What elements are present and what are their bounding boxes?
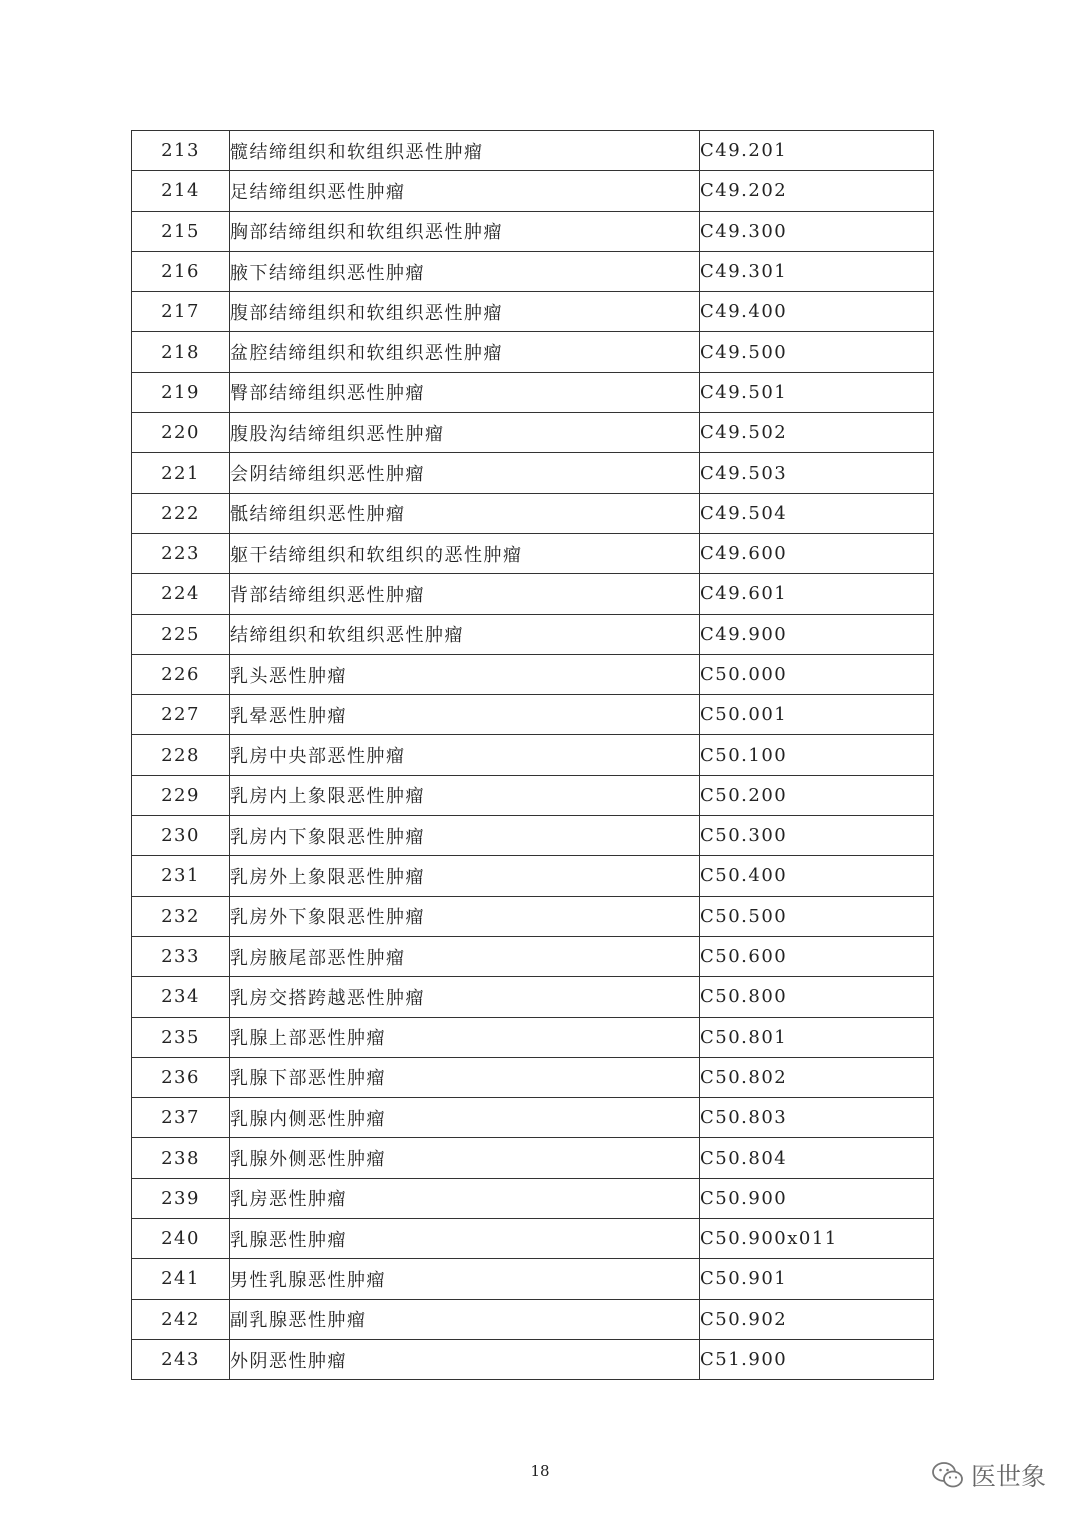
- diagnosis-name: 骶结缔组织恶性肿瘤: [230, 493, 700, 533]
- table-row: [132, 453, 934, 493]
- diagnosis-code: C50.803: [700, 1098, 934, 1138]
- table-row: [132, 1299, 934, 1339]
- row-number: 237: [132, 1098, 230, 1138]
- table-row: [132, 816, 934, 856]
- diagnosis-code: C49.501: [700, 372, 934, 412]
- table-row: [132, 775, 934, 815]
- row-number: 243: [132, 1339, 230, 1379]
- diagnosis-code: C49.301: [700, 251, 934, 291]
- table-row: [132, 1259, 934, 1299]
- row-number: 220: [132, 413, 230, 453]
- table-row: [132, 574, 934, 614]
- row-number: 215: [132, 211, 230, 251]
- table-row: [132, 131, 934, 171]
- table-body: [132, 131, 934, 1380]
- diagnosis-name: 乳房内上象限恶性肿瘤: [230, 775, 700, 815]
- diagnosis-name: 足结缔组织恶性肿瘤: [230, 171, 700, 211]
- diagnosis-name: 男性乳腺恶性肿瘤: [230, 1259, 700, 1299]
- row-number: 227: [132, 695, 230, 735]
- diagnosis-code: C50.900: [700, 1178, 934, 1218]
- diagnosis-name: 乳房恶性肿瘤: [230, 1178, 700, 1218]
- diagnosis-name: 外阴恶性肿瘤: [230, 1339, 700, 1379]
- row-number: 230: [132, 816, 230, 856]
- diagnosis-name: 乳晕恶性肿瘤: [230, 695, 700, 735]
- row-number: 225: [132, 614, 230, 654]
- row-number: 219: [132, 372, 230, 412]
- diagnosis-name: 乳房外下象限恶性肿瘤: [230, 896, 700, 936]
- diagnosis-code: C50.100: [700, 735, 934, 775]
- row-number: 222: [132, 493, 230, 533]
- table-row: [132, 533, 934, 573]
- diagnosis-name: 背部结缔组织恶性肿瘤: [230, 574, 700, 614]
- diagnosis-code: C49.600: [700, 533, 934, 573]
- table-row: [132, 614, 934, 654]
- diagnosis-code: C50.500: [700, 896, 934, 936]
- row-number: 223: [132, 533, 230, 573]
- diagnosis-name: 乳房交搭跨越恶性肿瘤: [230, 977, 700, 1017]
- wechat-icon: [931, 1461, 965, 1489]
- row-number: 217: [132, 292, 230, 332]
- diagnosis-name: 盆腔结缔组织和软组织恶性肿瘤: [230, 332, 700, 372]
- table-row: [132, 372, 934, 412]
- row-number: 224: [132, 574, 230, 614]
- diagnosis-name: 结缔组织和软组织恶性肿瘤: [230, 614, 700, 654]
- row-number: 213: [132, 131, 230, 171]
- row-number: 236: [132, 1057, 230, 1097]
- watermark-text: 医世象: [970, 1462, 1046, 1491]
- diagnosis-name: 乳腺恶性肿瘤: [230, 1219, 700, 1259]
- table-row: [132, 654, 934, 694]
- diagnosis-code: C51.900: [700, 1339, 934, 1379]
- diagnosis-name: 副乳腺恶性肿瘤: [230, 1299, 700, 1339]
- diagnosis-code: C50.902: [700, 1299, 934, 1339]
- diagnosis-code: C49.502: [700, 413, 934, 453]
- table-row: [132, 896, 934, 936]
- diagnosis-code: C50.001: [700, 695, 934, 735]
- diagnosis-name: 乳房中央部恶性肿瘤: [230, 735, 700, 775]
- diagnosis-name: 乳腺上部恶性肿瘤: [230, 1017, 700, 1057]
- diagnosis-code: C50.400: [700, 856, 934, 896]
- table-row: [132, 1098, 934, 1138]
- diagnosis-name: 乳腺外侧恶性肿瘤: [230, 1138, 700, 1178]
- diagnosis-name: 会阴结缔组织恶性肿瘤: [230, 453, 700, 493]
- row-number: 232: [132, 896, 230, 936]
- diagnosis-code: C50.800: [700, 977, 934, 1017]
- table-row: [132, 1057, 934, 1097]
- diagnosis-code-table: [131, 130, 934, 1380]
- diagnosis-name: 乳房腋尾部恶性肿瘤: [230, 936, 700, 976]
- diagnosis-code: C50.804: [700, 1138, 934, 1178]
- diagnosis-name: 乳头恶性肿瘤: [230, 654, 700, 694]
- diagnosis-code: C49.503: [700, 453, 934, 493]
- table-row: [132, 1017, 934, 1057]
- table-row: [132, 695, 934, 735]
- row-number: 234: [132, 977, 230, 1017]
- table-row: [132, 251, 934, 291]
- row-number: 216: [132, 251, 230, 291]
- diagnosis-name: 臀部结缔组织恶性肿瘤: [230, 372, 700, 412]
- table-row: [132, 332, 934, 372]
- diagnosis-name: 腋下结缔组织恶性肿瘤: [230, 251, 700, 291]
- row-number: 221: [132, 453, 230, 493]
- diagnosis-code: C50.802: [700, 1057, 934, 1097]
- diagnosis-code: C50.300: [700, 816, 934, 856]
- row-number: 233: [132, 936, 230, 976]
- diagnosis-code: C49.900: [700, 614, 934, 654]
- row-number: 214: [132, 171, 230, 211]
- table-row: [132, 936, 934, 976]
- row-number: 228: [132, 735, 230, 775]
- diagnosis-code: C49.400: [700, 292, 934, 332]
- table-row: [132, 1219, 934, 1259]
- table-row: [132, 735, 934, 775]
- row-number: 238: [132, 1138, 230, 1178]
- diagnosis-name: 腹股沟结缔组织恶性肿瘤: [230, 413, 700, 453]
- diagnosis-name: 髋结缔组织和软组织恶性肿瘤: [230, 131, 700, 171]
- table-row: [132, 493, 934, 533]
- row-number: 239: [132, 1178, 230, 1218]
- table-row: [132, 413, 934, 453]
- table-row: [132, 856, 934, 896]
- diagnosis-code: C50.000: [700, 654, 934, 694]
- row-number: 240: [132, 1219, 230, 1259]
- watermark: [931, 1457, 1046, 1493]
- diagnosis-code: C50.801: [700, 1017, 934, 1057]
- table-row: [132, 1339, 934, 1379]
- page-number: 18: [530, 1462, 550, 1480]
- diagnosis-name: 腹部结缔组织和软组织恶性肿瘤: [230, 292, 700, 332]
- diagnosis-code: C50.600: [700, 936, 934, 976]
- diagnosis-code: C49.201: [700, 131, 934, 171]
- table-row: [132, 1178, 934, 1218]
- diagnosis-name: 乳房内下象限恶性肿瘤: [230, 816, 700, 856]
- diagnosis-code: C49.601: [700, 574, 934, 614]
- table-row: [132, 171, 934, 211]
- table-row: [132, 977, 934, 1017]
- diagnosis-code: C49.202: [700, 171, 934, 211]
- diagnosis-code: C50.900x011: [700, 1219, 934, 1259]
- diagnosis-code: C50.901: [700, 1259, 934, 1299]
- diagnosis-name: 胸部结缔组织和软组织恶性肿瘤: [230, 211, 700, 251]
- row-number: 226: [132, 654, 230, 694]
- row-number: 231: [132, 856, 230, 896]
- table-row: [132, 1138, 934, 1178]
- row-number: 218: [132, 332, 230, 372]
- diagnosis-name: 乳腺下部恶性肿瘤: [230, 1057, 700, 1097]
- diagnosis-code: C49.504: [700, 493, 934, 533]
- table-row: [132, 292, 934, 332]
- row-number: 241: [132, 1259, 230, 1299]
- diagnosis-code: C49.500: [700, 332, 934, 372]
- diagnosis-name: 乳腺内侧恶性肿瘤: [230, 1098, 700, 1138]
- row-number: 235: [132, 1017, 230, 1057]
- diagnosis-name: 躯干结缔组织和软组织的恶性肿瘤: [230, 533, 700, 573]
- row-number: 242: [132, 1299, 230, 1339]
- diagnosis-name: 乳房外上象限恶性肿瘤: [230, 856, 700, 896]
- diagnosis-code: C50.200: [700, 775, 934, 815]
- row-number: 229: [132, 775, 230, 815]
- diagnosis-code: C49.300: [700, 211, 934, 251]
- table-row: [132, 211, 934, 251]
